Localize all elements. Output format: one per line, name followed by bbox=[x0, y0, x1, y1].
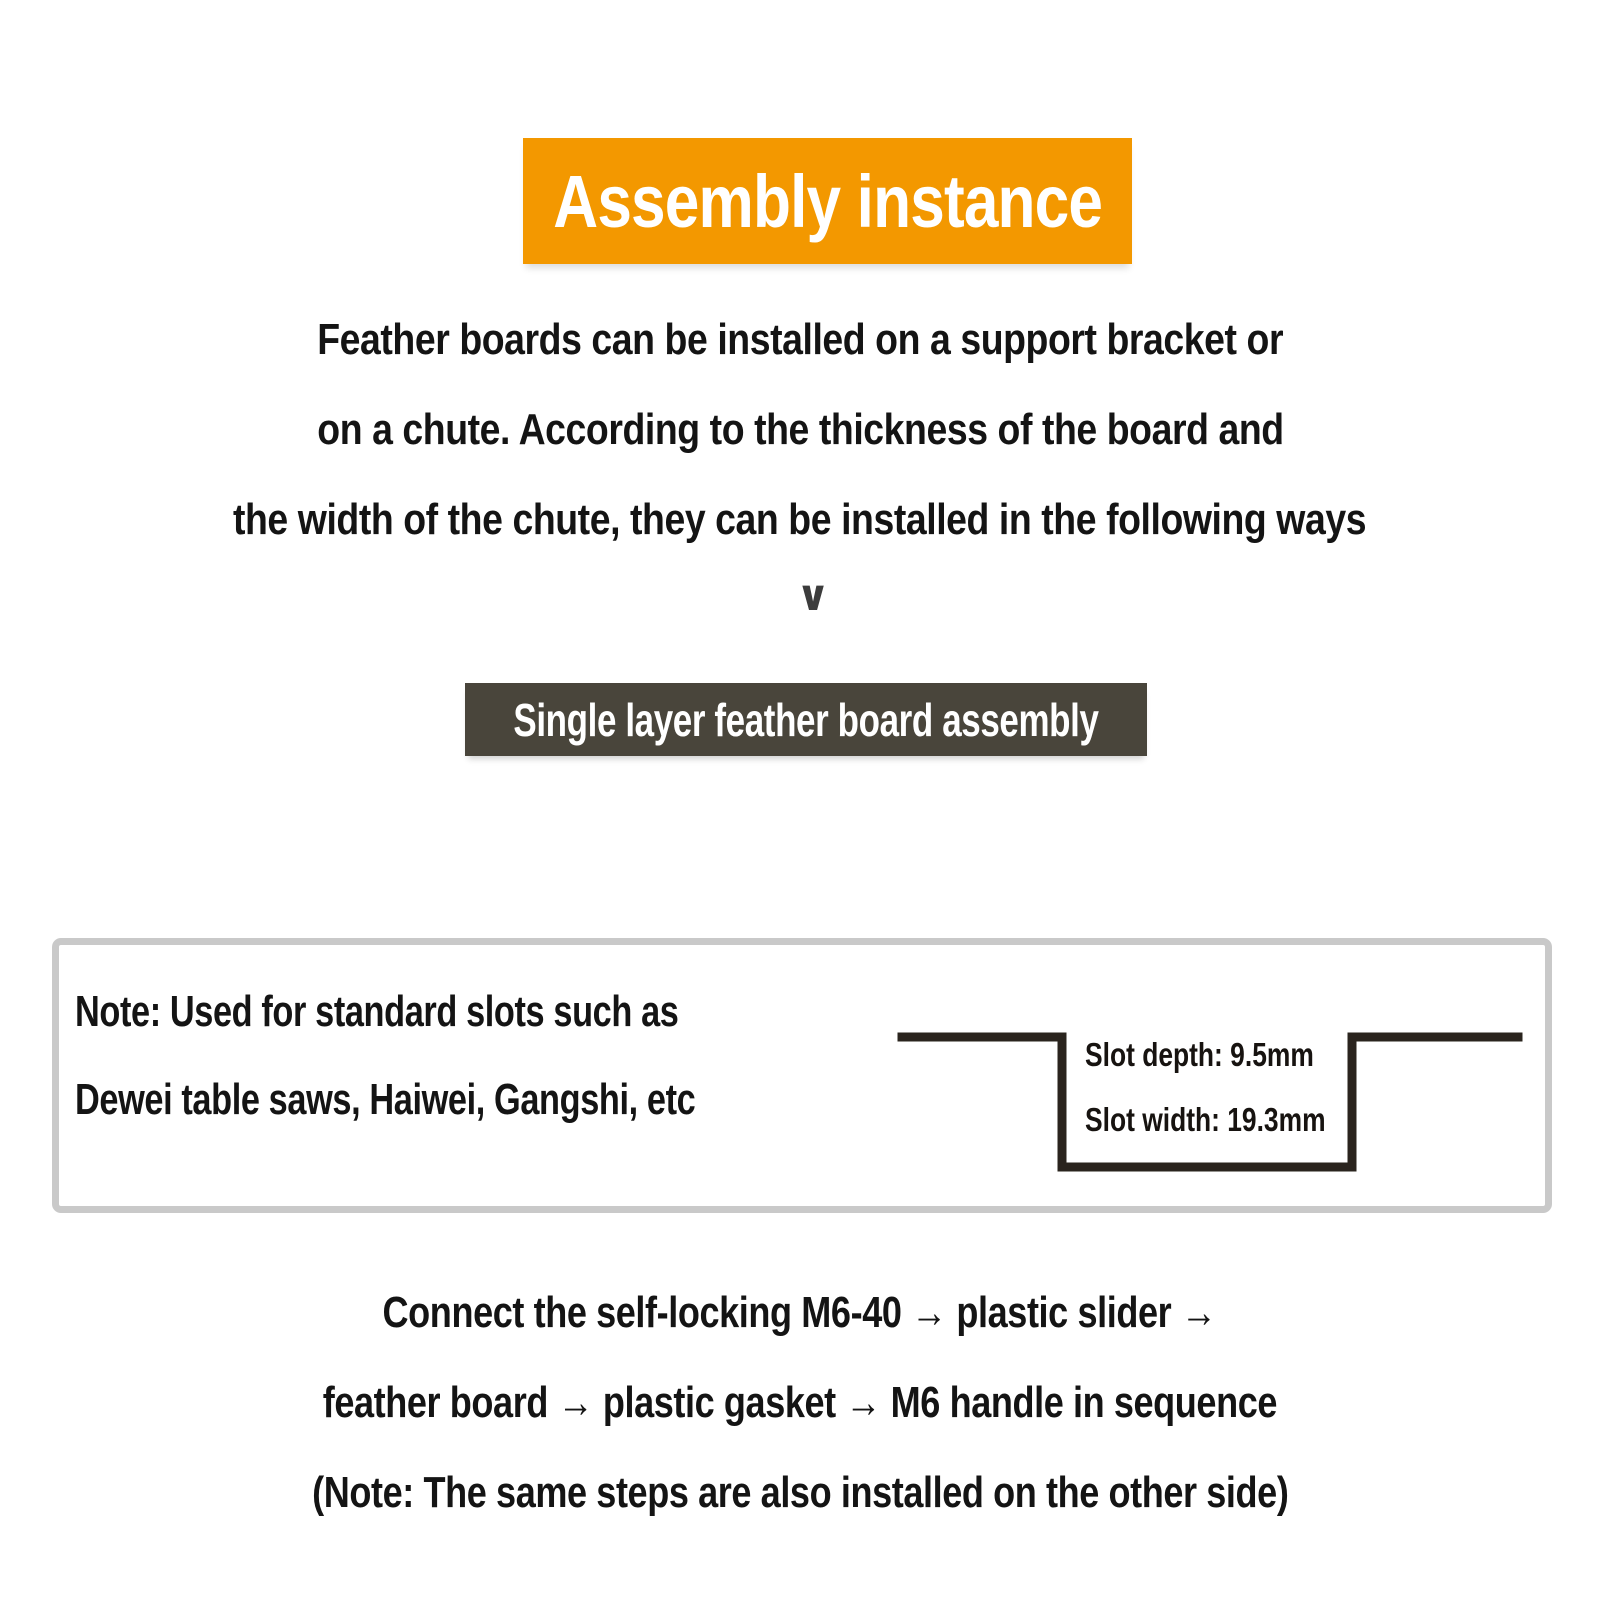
section-banner bbox=[465, 683, 1147, 756]
title-banner bbox=[523, 138, 1132, 264]
note-line-2: Dewei table saws, Haiwei, Gangshi, etc bbox=[75, 1075, 696, 1124]
intro-line-2: on a chute. According to the thickness of the board and bbox=[316, 405, 1284, 454]
intro-paragraph bbox=[0, 295, 1600, 565]
instructions-paragraph bbox=[0, 1268, 1600, 1538]
section-banner-label: Single layer feather board assembly bbox=[513, 693, 1099, 746]
note-line-1: Note: Used for standard slots such as bbox=[75, 987, 679, 1036]
slot-width-label: Slot width: 19.3mm bbox=[1085, 1101, 1326, 1138]
chevron-down-icon: ∨ bbox=[795, 572, 831, 619]
note-text bbox=[75, 968, 870, 1144]
instruction-line-1: Connect the self-locking M6-40 → plastic slider → bbox=[383, 1288, 1217, 1337]
instruction-line-2: feather board → plastic gasket → M6 handle in sequence bbox=[322, 1378, 1278, 1427]
intro-line-3: the width of the chute, they can be installed in the following ways bbox=[233, 495, 1367, 544]
intro-line-1: Feather boards can be installed on a support bracket or bbox=[317, 315, 1283, 364]
instruction-line-3: (Note: The same steps are also installed on the other side) bbox=[311, 1468, 1289, 1517]
page-title: Assembly instance bbox=[553, 159, 1102, 243]
slot-depth-label: Slot depth: 9.5mm bbox=[1085, 1036, 1314, 1073]
